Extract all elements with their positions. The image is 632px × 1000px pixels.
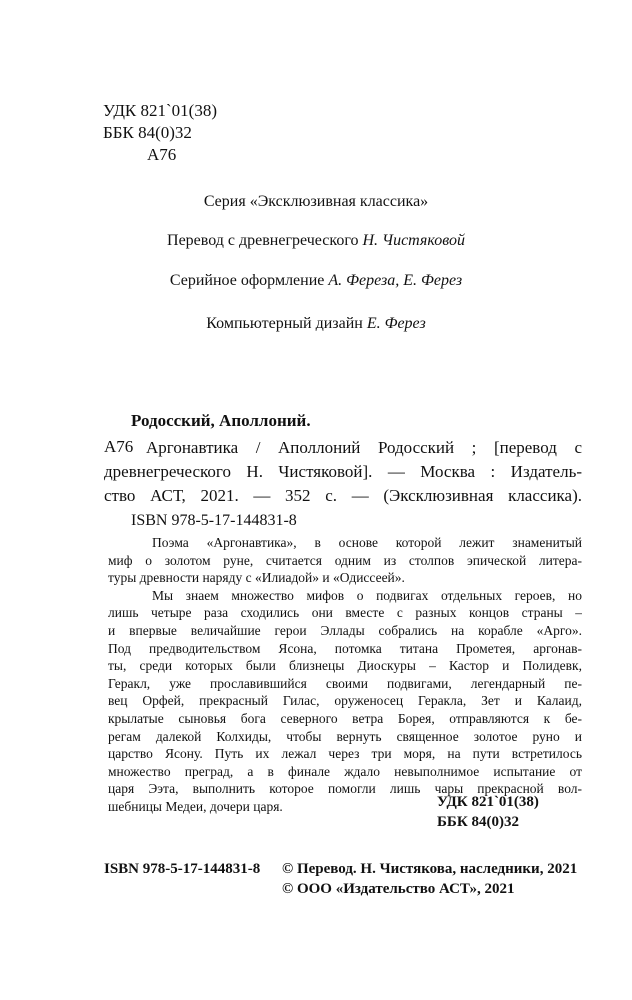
annotation-line: шебницы Медеи, дочери царя.	[108, 798, 283, 814]
series-designers: А. Фереза, Е. Ферез	[328, 272, 463, 289]
computer-design-line	[0, 314, 632, 334]
annotation-line: Поэма «Аргонавтика», в основе которой лежит знаменитый	[152, 535, 582, 550]
annotation-line: Геракл, уже прославившийся своими подвигами, легендарный пе-	[108, 675, 582, 691]
annotation	[108, 534, 582, 816]
header-author-mark: А76	[147, 145, 177, 164]
annotation-line: Под предводительством Ясона, потомка титана Прометея, аргонав-	[108, 640, 582, 656]
footer-isbn: ISBN 978-5-17-144831-8	[104, 861, 261, 877]
translation-line	[0, 231, 632, 251]
bib-continuation	[104, 460, 582, 508]
footer-copyright-translation: © Перевод. Н. Чистякова, наследники, 2021	[282, 861, 578, 877]
footer-copyright-publisher: © ООО «Издательство АСТ», 2021	[282, 881, 515, 897]
series-design-label: Серийное оформление	[169, 272, 329, 289]
annotation-line: лишь четыре раза сходились они вместе с разных концов страны –	[108, 605, 582, 621]
annotation-line: ты, среди которых были близнецы Диоскуры – Кастор и Полидевк,	[108, 658, 582, 674]
annotation-line: туры древности наряду с «Илиадой» и «Одиссеей».	[108, 570, 405, 586]
header-bbk: ББК 84(0)32	[103, 123, 192, 142]
series-line: Серия «Эксклюзивная классика»	[203, 193, 429, 210]
computer-designer: Е. Ферез	[366, 315, 426, 332]
bib-line: ство АСТ, 2021. — 352 с. — (Эксклюзивная классика).	[104, 486, 582, 505]
annotation-line: царя Ээта, выполнить которое помогли лишь чары прекрасной вол-	[108, 781, 582, 797]
bib-line: древнегреческого Н. Чистяковой]. — Москва : Издатель-	[104, 462, 582, 481]
bib-isbn: ISBN 978-5-17-144831-8	[131, 512, 297, 529]
annotation-line: вец Орфей, прекрасный Гилас, оруженосец Геракла, Зет и Калаид,	[108, 693, 582, 709]
annotation-line: Мы знаем множество мифов о подвигах отдельных героев, но	[152, 587, 582, 603]
translation-label: Перевод с древнегреческого	[167, 232, 363, 249]
annotation-line: миф о золотом руне, считается одним из столпов эпической литера-	[108, 552, 582, 568]
annotation-line: крылатые сыновья бога северного ветра Борея, отправляются к бе-	[108, 710, 582, 726]
classification-bbk: ББК 84(0)32	[437, 814, 519, 830]
annotation-line: и впервые величайшие герои Эллады собрались на корабле «Арго».	[108, 622, 582, 638]
series-design-line	[0, 271, 632, 291]
author-heading: Родосский, Аполлоний.	[131, 411, 311, 430]
computer-design-label: Компьютерный дизайн	[206, 315, 367, 332]
translator-name: Н. Чистяковой	[362, 232, 465, 249]
classification-udk: УДК 821`01(38)	[437, 794, 539, 810]
bib-mark: А76	[104, 437, 134, 456]
annotation-line: множество преград, а в финале ждало невыполнимое испытание от	[108, 763, 582, 779]
bib-line: Аргонавтика / Аполлоний Родосский ; [перевод с	[146, 438, 582, 457]
bib-description	[146, 436, 582, 460]
annotation-line: регам далекой Колхиды, чтобы вернуть священное золотое руно и	[108, 728, 582, 744]
annotation-line: царство Ясону. Путь их лежал через три моря, на пути встретилось	[108, 746, 582, 762]
header-udk: УДК 821`01(38)	[103, 101, 217, 120]
